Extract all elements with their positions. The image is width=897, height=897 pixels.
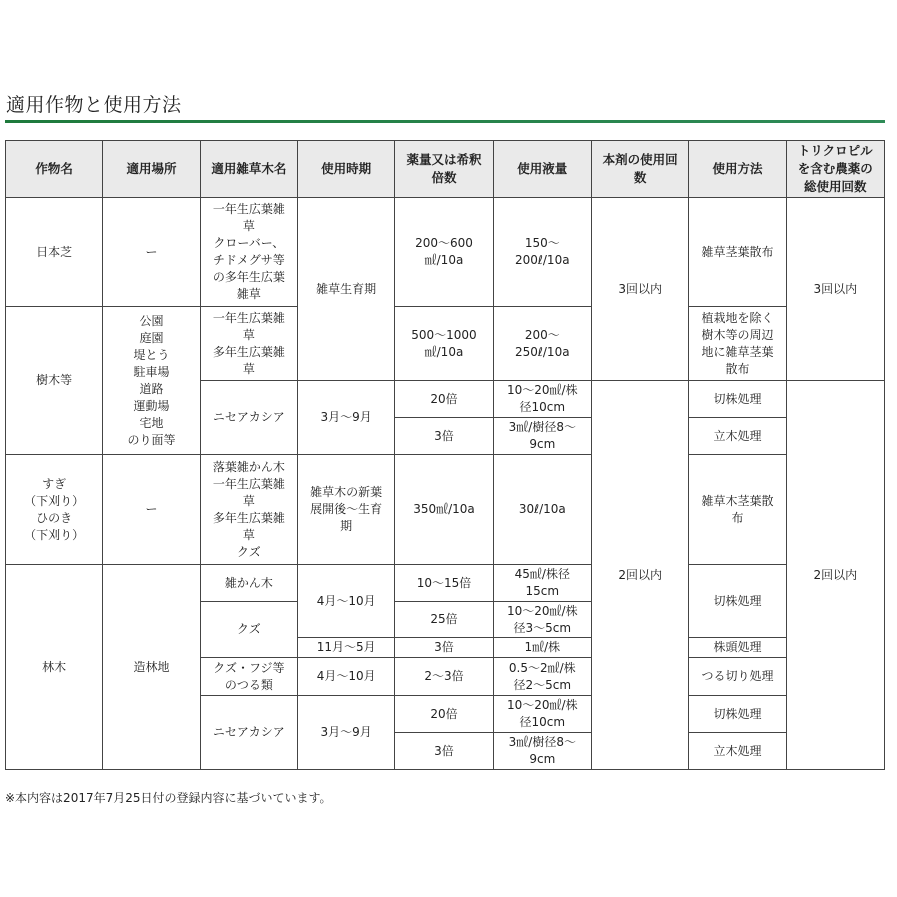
title-underline	[5, 120, 885, 123]
cell-crop: 林木	[6, 565, 103, 770]
cell-liquid: 200～ 250ℓ/10a	[493, 307, 591, 381]
cell-place: ー	[103, 198, 200, 307]
cell-method: 雑草木茎葉散 布	[689, 455, 786, 565]
cell-liquid: 10～20㎖/株 径10cm	[493, 696, 591, 733]
cell-place: ー	[103, 455, 200, 565]
cell-weed: ニセアカシア	[200, 381, 297, 455]
cell-period: 11月～5月	[297, 638, 394, 658]
header-count: 本剤の使用回 数	[591, 141, 688, 198]
cell-liquid: 1㎖/株	[493, 638, 591, 658]
table-row	[6, 455, 885, 565]
cell-method: 植栽地を除く 樹木等の周辺 地に雑草茎葉 散布	[689, 307, 786, 381]
footnote: ※本内容は2017年7月25日付の登録内容に基づいています。	[5, 791, 332, 805]
table-row	[6, 565, 885, 602]
cell-dose: 3倍	[395, 733, 493, 770]
cell-dose: 3倍	[395, 638, 493, 658]
cell-dose: 10～15倍	[395, 565, 493, 602]
cell-crop: 日本芝	[6, 198, 103, 307]
header-weed: 適用雑草木名	[200, 141, 297, 198]
cell-weed: クズ・フジ等 のつる類	[200, 658, 297, 696]
cell-dose: 2～3倍	[395, 658, 493, 696]
cell-liquid: 30ℓ/10a	[493, 455, 591, 565]
cell-method: 立木処理	[689, 733, 786, 770]
cell-period: 4月～10月	[297, 565, 394, 638]
cell-weed: クズ	[200, 602, 297, 658]
cell-period: 4月～10月	[297, 658, 394, 696]
header-period: 使用時期	[297, 141, 394, 198]
cell-liquid: 150～ 200ℓ/10a	[493, 198, 591, 307]
cell-period: 3月～9月	[297, 696, 394, 770]
cell-method: 切株処理	[689, 381, 786, 418]
cell-weed: 落葉雑かん木 一年生広葉雑 草 多年生広葉雑 草 クズ	[200, 455, 297, 565]
cell-total: 2回以内	[786, 381, 884, 770]
cell-liquid: 3㎖/樹径8～ 9cm	[493, 733, 591, 770]
cell-period: 雑草生育期	[297, 198, 394, 381]
cell-total: 3回以内	[786, 198, 884, 381]
cell-liquid: 3㎖/樹径8～ 9cm	[493, 418, 591, 455]
header-method: 使用方法	[689, 141, 786, 198]
cell-dose: 350㎖/10a	[395, 455, 493, 565]
cell-place: 公園 庭園 堤とう 駐車場 道路 運動場 宅地 のり面等	[103, 307, 200, 455]
cell-liquid: 10～20㎖/株 径10cm	[493, 381, 591, 418]
table-row	[6, 307, 885, 381]
cell-liquid: 45㎖/株径 15cm	[493, 565, 591, 602]
header-crop: 作物名	[6, 141, 103, 198]
cell-dose: 3倍	[395, 418, 493, 455]
cell-crop: 樹木等	[6, 307, 103, 455]
cell-weed: 一年生広葉雑 草 多年生広葉雑 草	[200, 307, 297, 381]
cell-method: 立木処理	[689, 418, 786, 455]
header-place: 適用場所	[103, 141, 200, 198]
cell-method: 雑草茎葉散布	[689, 198, 786, 307]
cell-liquid: 10～20㎖/株 径3～5cm	[493, 602, 591, 638]
cell-dose: 500～1000 ㎖/10a	[395, 307, 493, 381]
cell-method: つる切り処理	[689, 658, 786, 696]
cell-period: 雑草木の新葉 展開後～生育 期	[297, 455, 394, 565]
cell-period: 3月～9月	[297, 381, 394, 455]
cell-weed: 雑かん木	[200, 565, 297, 602]
cell-weed: 一年生広葉雑 草 クローバー、 チドメグサ等 の多年生広葉 雑草	[200, 198, 297, 307]
header-liquid: 使用液量	[493, 141, 591, 198]
cell-count: 3回以内	[591, 198, 688, 381]
cell-method: 株頭処理	[689, 638, 786, 658]
table-row	[6, 198, 885, 307]
cell-method: 切株処理	[689, 565, 786, 638]
cell-place: 造林地	[103, 565, 200, 770]
cell-dose: 200～600 ㎖/10a	[395, 198, 493, 307]
cell-dose: 25倍	[395, 602, 493, 638]
header-dose: 薬量又は希釈 倍数	[395, 141, 493, 198]
usage-table	[5, 140, 885, 770]
cell-liquid: 0.5～2㎖/株 径2～5cm	[493, 658, 591, 696]
cell-dose: 20倍	[395, 696, 493, 733]
cell-crop: すぎ （下刈り） ひのき （下刈り）	[6, 455, 103, 565]
header-total: トリクロピル を含む農薬の 総使用回数	[786, 141, 884, 198]
page-title: 適用作物と使用方法	[6, 94, 182, 116]
header-row	[6, 141, 885, 198]
cell-weed: ニセアカシア	[200, 696, 297, 770]
cell-method: 切株処理	[689, 696, 786, 733]
cell-dose: 20倍	[395, 381, 493, 418]
cell-count: 2回以内	[591, 381, 688, 770]
